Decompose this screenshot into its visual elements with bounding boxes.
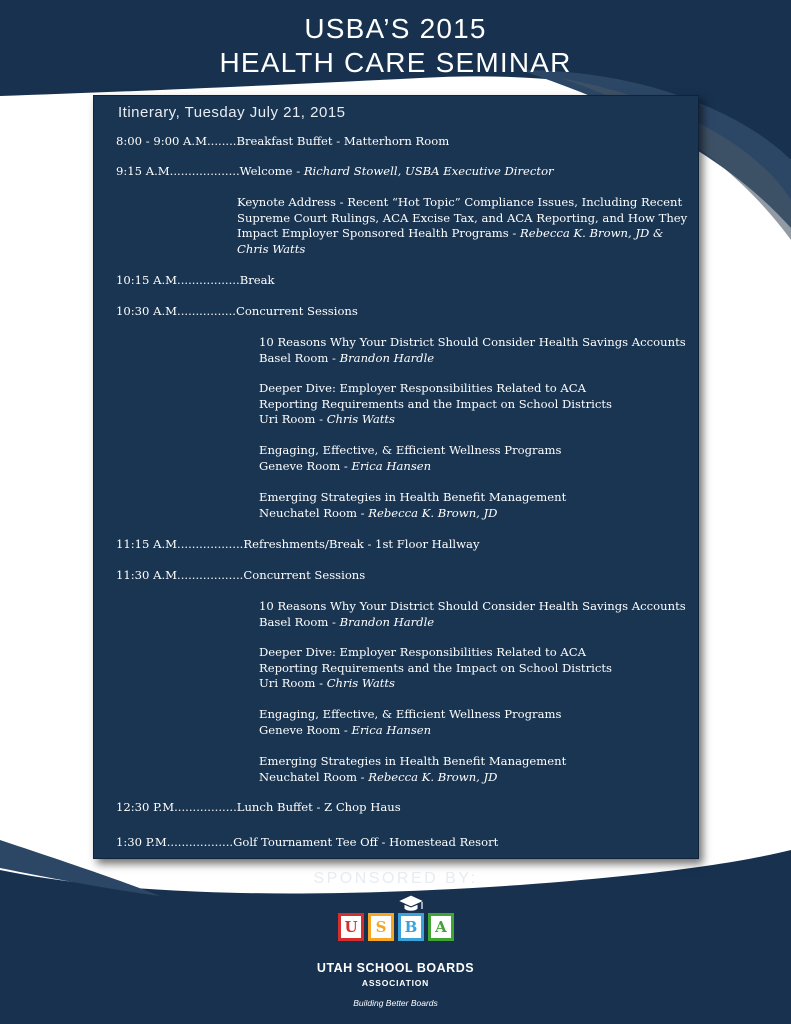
logo-letter: B	[404, 918, 418, 936]
keynote-line: Supreme Court Rulings, ACA Excise Tax, and ACA Reporting, and How They	[237, 210, 688, 225]
room-name: Neuchatel Room -	[259, 769, 369, 784]
session-speaker: Brandon Hardle	[339, 350, 435, 365]
session-item	[259, 443, 561, 474]
session-room	[259, 459, 561, 475]
schedule-entry	[116, 134, 449, 150]
session-room	[259, 770, 566, 786]
header	[0, 12, 791, 80]
header-title-line1: USBA’S 2015	[304, 13, 487, 44]
logo-block-s	[368, 913, 394, 941]
entry-text: Break	[239, 273, 275, 287]
entry-text: Golf Tournament Tee Off - Homestead Resort	[233, 835, 499, 849]
session-speaker: Chris Watts	[326, 412, 395, 427]
schedule-entry	[116, 835, 498, 851]
session-item	[259, 335, 686, 366]
graduation-cap-icon	[397, 893, 425, 915]
keynote-speakers: Rebecca K. Brown, JD &	[520, 226, 664, 241]
session-room	[259, 723, 561, 739]
entry-time: 9:15 A.M...................	[116, 164, 240, 178]
keynote-block	[237, 195, 687, 257]
schedule-entry	[116, 800, 401, 816]
room-name: Neuchatel Room -	[259, 505, 369, 520]
keynote-speakers: Chris Watts	[237, 241, 306, 256]
org-name: UTAH SCHOOL BOARDS	[316, 961, 475, 975]
itinerary-title: Itinerary, Tuesday July 21, 2015	[118, 104, 346, 121]
entry-speaker: Richard Stowell, USBA Executive Director	[303, 164, 554, 178]
session-title: Reporting Requirements and the Impact on School Districts	[259, 660, 612, 675]
entry-time: 12:30 P.M.................	[116, 800, 237, 814]
session-title: 10 Reasons Why Your District Should Consider Health Savings Accounts	[259, 599, 686, 613]
session-title: Emerging Strategies in Health Benefit Management	[259, 490, 567, 504]
logo-letter: U	[344, 918, 358, 936]
session-item	[259, 599, 686, 630]
entry-time: 1:30 P.M..................	[116, 835, 234, 849]
schedule-entry	[116, 304, 358, 320]
session-room	[259, 506, 566, 522]
entry-text: Breakfast Buffet - Matterhorn Room	[236, 134, 450, 148]
room-name: Geneve Room -	[259, 722, 352, 737]
session-title: 10 Reasons Why Your District Should Consider Health Savings Accounts	[259, 335, 686, 349]
usba-logo	[338, 913, 458, 945]
org-tagline: Building Better Boards	[353, 998, 438, 1008]
session-item	[259, 490, 566, 521]
room-name: Geneve Room -	[259, 458, 352, 473]
session-room	[259, 351, 686, 367]
entry-text: Concurrent Sessions	[236, 304, 358, 318]
room-name: Basel Room -	[259, 614, 340, 629]
schedule-entry	[116, 537, 480, 553]
session-item	[259, 707, 561, 738]
entry-time: 11:30 A.M..................	[116, 568, 244, 582]
entry-text: Welcome -	[239, 164, 304, 178]
entry-time: 11:15 A.M..................	[116, 537, 244, 551]
entry-text: Concurrent Sessions	[243, 568, 366, 582]
session-speaker: Rebecca K. Brown, JD	[368, 505, 498, 520]
session-speaker: Rebecca K. Brown, JD	[368, 769, 498, 784]
session-room	[259, 412, 612, 428]
session-speaker: Erica Hansen	[351, 458, 432, 473]
keynote-text: Impact Employer Sponsored Health Programs -	[237, 226, 521, 241]
logo-block-u	[338, 913, 364, 941]
room-name: Uri Room -	[259, 412, 327, 427]
room-name: Basel Room -	[259, 350, 340, 365]
sponsored-by-label: SPONSORED BY:	[313, 870, 478, 887]
keynote-line	[237, 226, 687, 242]
entry-text: Lunch Buffet - Z Chop Haus	[236, 800, 401, 814]
session-room	[259, 615, 686, 631]
itinerary-panel	[93, 95, 699, 859]
session-item	[259, 645, 612, 692]
schedule-entry	[116, 164, 554, 180]
entry-time: 10:15 A.M.................	[116, 273, 240, 287]
session-speaker: Erica Hansen	[351, 722, 432, 737]
session-item	[259, 754, 566, 785]
entry-text: Refreshments/Break - 1st Floor Hallway	[243, 537, 480, 551]
schedule-entry	[116, 273, 275, 289]
logo-block-b	[398, 913, 424, 941]
session-room	[259, 676, 612, 692]
session-title: Engaging, Effective, & Efficient Wellness Programs	[259, 707, 562, 721]
schedule-entry	[116, 568, 365, 584]
session-title: Deeper Dive: Employer Responsibilities Related to ACA	[259, 645, 586, 659]
session-title: Emerging Strategies in Health Benefit Management	[259, 754, 567, 768]
room-name: Uri Room -	[259, 676, 327, 691]
header-title-line2: HEALTH CARE SEMINAR	[219, 47, 572, 78]
session-title: Engaging, Effective, & Efficient Wellness Programs	[259, 443, 562, 457]
entry-time: 10:30 A.M................	[116, 304, 236, 318]
org-subtitle: ASSOCIATION	[361, 978, 430, 988]
session-speaker: Chris Watts	[326, 676, 395, 691]
keynote-line: Keynote Address - Recent “Hot Topic” Compliance Issues, Including Recent	[237, 195, 683, 209]
logo-letter: A	[435, 918, 447, 936]
session-speaker: Brandon Hardle	[339, 614, 435, 629]
session-title: Reporting Requirements and the Impact on School Districts	[259, 396, 612, 411]
logo-letter: S	[375, 918, 387, 936]
session-title: Deeper Dive: Employer Responsibilities Related to ACA	[259, 381, 586, 395]
logo-block-a	[428, 913, 454, 941]
entry-time: 8:00 - 9:00 A.M........	[116, 134, 237, 148]
session-item	[259, 381, 612, 428]
